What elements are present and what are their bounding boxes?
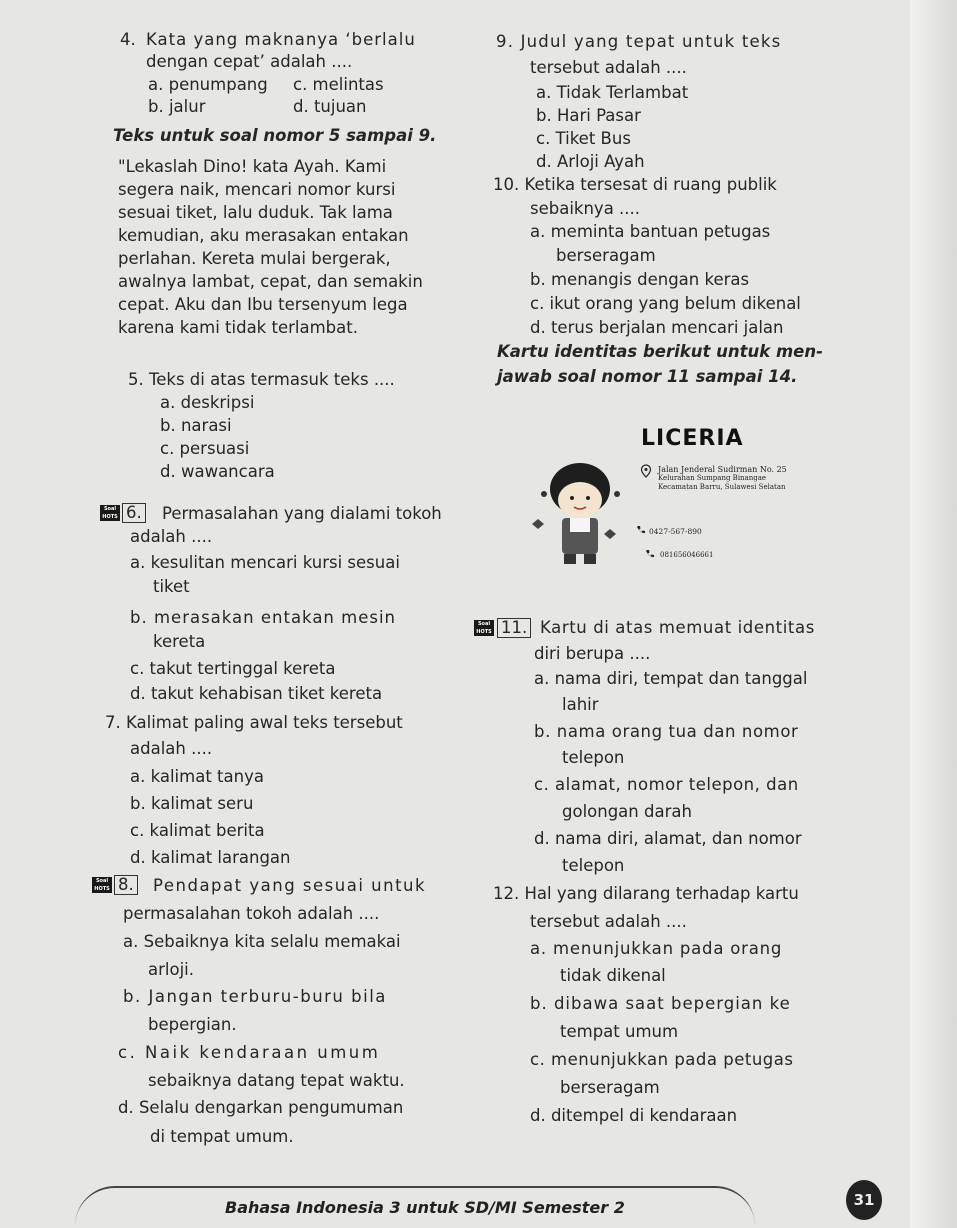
passage-line: karena kami tidak terlambat. [118,318,358,337]
q4-option-b: b. jalur [148,97,206,116]
q12-line: a. menunjukkan pada orang [530,939,783,958]
q6-line: d. takut kehabisan tiket kereta [130,684,383,703]
q11-number: 11. [497,618,531,638]
q12-line: d. ditempel di kendaraan [530,1106,738,1125]
q5-option: a. deskripsi [160,393,255,412]
location-pin-icon [640,464,652,478]
mobile-phone-icon [645,549,655,559]
q10-line: a. meminta bantuan petugas [530,222,771,241]
q4-option-a: a. penumpang [148,75,268,94]
q8-line: c. Naik kendaraan umum [118,1043,381,1062]
q10-question: 10. Ketika tersesat di ruang publik [493,175,777,194]
q9-option: a. Tidak Terlambat [536,83,689,102]
q6-number: 6. [122,503,146,523]
q11-question-line2: diri berupa .... [534,644,651,663]
q9-option: b. Hari Pasar [536,106,641,125]
q11-line: telepon [562,748,625,767]
hots-badge: Soal HOTS [100,505,120,521]
q9-question-line2: tersebut adalah .... [530,58,687,77]
passage-line: segera naik, mencari nomor kursi [118,180,396,199]
q11-line: c. alamat, nomor telepon, dan [534,775,799,794]
passage-line: kemudian, aku merasakan entakan [118,226,409,245]
q10-question-line2: sebaiknya .... [530,199,641,218]
q12-question: 12. Hal yang dilarang terhadap kartu [493,884,799,903]
q7-question-line2: adalah .... [130,739,213,758]
q12-line: tidak dikenal [560,966,666,985]
q6-line: kereta [153,632,206,651]
page-number: 31 [846,1180,882,1220]
q8-question-line2: permasalahan tokoh adalah .... [123,904,380,923]
page-edge [910,0,957,1228]
page-footer [75,1186,755,1228]
q11-line: telepon [562,856,625,875]
q8-line: b. Jangan terburu-buru bila [123,987,387,1006]
q6-question: Permasalahan yang dialami tokoh [162,504,442,523]
q11-line: b. nama orang tua dan nomor [534,722,799,741]
card-address-line: Kelurahan Sumpang Binangae [658,474,767,482]
q10-line: d. terus berjalan mencari jalan [530,318,784,337]
q8-line: di tempat umum. [150,1127,294,1146]
q6-question-line2: adalah .... [130,527,213,546]
card-phone: 0427-567-890 [649,527,702,536]
q8-line: d. Selalu dengarkan pengumuman [118,1098,404,1117]
q12-line: b. dibawa saat bepergian ke [530,994,791,1013]
q5-option: c. persuasi [160,439,250,458]
q9-option: d. Arloji Ayah [536,152,645,171]
q4-option-d: d. tujuan [293,97,367,116]
passage-intro: Teks untuk soal nomor 5 sampai 9. [113,126,437,145]
hots-badge: Soal HOTS [474,620,494,636]
q12-line: berseragam [560,1078,660,1097]
q8-line: arloji. [148,960,194,979]
passage-line: perlahan. Kereta mulai bergerak, [118,249,391,268]
q10-line: berseragam [556,246,656,265]
q7-option: b. kalimat seru [130,794,254,813]
q5-option: b. narasi [160,416,232,435]
q12-line: tempat umum [560,1022,679,1041]
q10-line: b. menangis dengan keras [530,270,750,289]
q7-option: a. kalimat tanya [130,767,264,786]
phone-icon [636,525,646,535]
card-mobile: 081656046661 [660,551,714,559]
q5-option: d. wawancara [160,462,275,481]
q9-question: 9. Judul yang tepat untuk teks [496,32,782,51]
q8-line: bepergian. [148,1015,237,1034]
card-name: LICERIA [641,426,744,451]
q8-question: Pendapat yang sesuai untuk [153,876,427,895]
passage-line: cepat. Aku dan Ibu tersenyum lega [118,295,408,314]
card-address-line: Jalan Jenderal Sudirman No. 25 [658,465,787,474]
q12-question-line2: tersebut adalah .... [530,912,687,931]
q6-line: b. merasakan entakan mesin [130,608,396,627]
q6-line: a. kesulitan mencari kursi sesuai [130,553,400,572]
passage-line: awalnya lambat, cepat, dan semakin [118,272,423,291]
q11-question: Kartu di atas memuat identitas [540,618,815,637]
q4-number: 4. [120,30,136,49]
card-intro-line: Kartu identitas berikut untuk men- [497,342,823,361]
q8-line: a. Sebaiknya kita selalu memakai [123,932,401,951]
q11-line: lahir [562,695,599,714]
book-title: Bahasa Indonesia 3 untuk SD/MI Semester 2 [225,1198,625,1217]
q4-option-c: c. melintas [293,75,384,94]
child-illustration [532,444,632,594]
passage-line: sesuai tiket, lalu duduk. Tak lama [118,203,393,222]
identity-card [532,414,848,602]
hots-badge: Soal HOTS [92,877,112,893]
q9-option: c. Tiket Bus [536,129,631,148]
passage-line: "Lekaslah Dino! kata Ayah. Kami [118,157,387,176]
q11-line: golongan darah [562,802,692,821]
q11-line: a. nama diri, tempat dan tanggal [534,669,808,688]
q11-line: d. nama diri, alamat, dan nomor [534,829,802,848]
q4-question-line2: dengan cepat’ adalah .... [146,52,353,71]
q4-question: Kata yang maknanya ‘berlalu [146,30,416,49]
q6-line: tiket [153,577,190,596]
q7-option: d. kalimat larangan [130,848,291,867]
card-address-line: Kecamatan Barru, Sulawesi Selatan [658,483,786,491]
card-intro-line: jawab soal nomor 11 sampai 14. [497,367,798,386]
q7-question: 7. Kalimat paling awal teks tersebut [105,713,403,732]
q10-line: c. ikut orang yang belum dikenal [530,294,801,313]
q8-line: sebaiknya datang tepat waktu. [148,1071,405,1090]
q5-question: 5. Teks di atas termasuk teks .... [128,370,395,389]
q7-option: c. kalimat berita [130,821,265,840]
q6-line: c. takut tertinggal kereta [130,659,336,678]
q12-line: c. menunjukkan pada petugas [530,1050,794,1069]
q8-number: 8. [114,875,138,895]
